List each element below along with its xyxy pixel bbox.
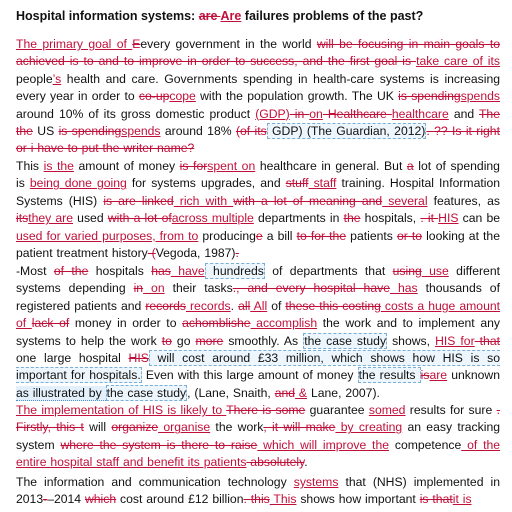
deleted-text: absolutely (246, 455, 305, 470)
deleted-text: will be focusing in main goals to achieved is to and to improve in order to success, and the first goal is (16, 37, 500, 69)
commented-text[interactable]: will cost around £33 million, which shows how HIS is so important for hospitals. (16, 351, 500, 383)
inserted-text: have (170, 264, 205, 278)
deleted-text: is are linked (103, 193, 174, 208)
body-text: unknown (447, 368, 500, 383)
commented-text[interactable]: GDP) (The Guardian, 2012) (267, 124, 426, 139)
body-text: one large hospital (16, 351, 129, 366)
inserted-text: of the entire hospital staff and benefit its patients (16, 437, 501, 470)
body-text: . As (276, 333, 304, 348)
deleted-text: a (406, 159, 414, 173)
body-text: go (171, 333, 196, 348)
body-text: . (304, 455, 308, 470)
inserted-text: cope (169, 89, 196, 104)
inserted-text: ’s (52, 71, 62, 86)
deleted-text: (of its (235, 124, 267, 139)
body-text: cost around £12 billion (116, 492, 244, 507)
deleted-text: that (474, 333, 500, 348)
body-text: health and care. Governments spending in health-care systems is increasing every year in order to (16, 71, 500, 104)
deleted-text: There is some (226, 403, 306, 417)
deleted-text: The the (16, 106, 500, 139)
deleted-text: , it will make (263, 420, 336, 435)
deleted-text: in (133, 281, 144, 296)
body-text: . (230, 298, 239, 313)
paragraph-4 (16, 402, 500, 472)
commented-text[interactable]: the results (358, 368, 420, 383)
inserted-text: (GDP) (255, 106, 290, 121)
body-text: This (16, 159, 44, 173)
inserted-text: used for varied purposes, from to (16, 228, 199, 243)
deleted-text: is spending (398, 89, 461, 104)
inserted-text: & (295, 385, 308, 400)
body-text: will (83, 420, 112, 435)
inserted-text: accomplish (250, 316, 318, 331)
inserted-text: several (382, 193, 428, 208)
body-text: with the population growth. The UK (195, 89, 399, 104)
inserted-text: on (143, 281, 165, 296)
commented-text[interactable]: hundreds (205, 264, 264, 278)
deleted-text: with a lot of meaning and (233, 193, 383, 208)
deleted-text: or to (396, 228, 423, 243)
deleted-text: Firstly, this t (16, 420, 84, 435)
deleted-text: of the (53, 264, 89, 278)
inserted-text: organise (158, 420, 211, 435)
body-text: amount of money (73, 159, 180, 173)
document-title (16, 9, 506, 23)
body-text: around 18% (160, 124, 236, 139)
body-text: the work (210, 420, 264, 435)
body-text: hospitals, (360, 211, 421, 226)
body-text: -Most (16, 264, 54, 278)
inserted-text: they are (28, 211, 74, 226)
deleted-text: . (235, 246, 239, 261)
deleted-text: in (289, 106, 310, 121)
deleted-text: records (145, 298, 186, 313)
inserted-text: healthcare (391, 106, 449, 121)
inserted-text: records (185, 298, 231, 313)
body-text: of departments that (264, 264, 393, 278)
body-text: different systems depending (16, 264, 500, 296)
body-text: of (267, 298, 286, 313)
body-text: Lane (307, 385, 339, 400)
body-text: every government in the world (140, 37, 317, 51)
body-text: Vegoda, 1987) (155, 246, 236, 261)
body-text: an easy tracking system (16, 420, 500, 452)
inserted-text: take care of its (416, 54, 500, 69)
title-text: failures problems of the past? (241, 9, 424, 23)
body-text: results for sure (405, 403, 497, 417)
deleted-text: its (16, 211, 29, 226)
deleted-text: and (274, 385, 296, 400)
deleted-text: ., and every hospital (232, 281, 364, 296)
deleted-text: . (243, 492, 251, 507)
deleted-text: organize (111, 420, 159, 435)
deleted-text: achomblishe (182, 316, 251, 331)
body-text: departments in (253, 211, 344, 226)
deleted-text: e (255, 228, 263, 243)
deleted-text: E (132, 37, 141, 51)
deleted-text: have (363, 281, 390, 296)
inserted-text: HIS (438, 211, 459, 226)
inserted-text: The implementation of HIS is likely to (16, 403, 227, 417)
body-text: thousands of registered patients and (16, 281, 500, 313)
body-text: that (NHS) implemented in 2013 (16, 475, 501, 507)
body-text: their tasks (164, 281, 233, 296)
paragraph-1 (16, 36, 500, 158)
deleted-text: ( (147, 246, 156, 261)
body-text: the work and to implement any systems to help the work (16, 316, 500, 348)
deleted-text: stuff (285, 176, 309, 191)
deleted-text: which (84, 492, 117, 507)
deleted-text: are (198, 9, 221, 23)
deleted-text: where the system is there to raise (60, 437, 258, 452)
inserted-text: spends (121, 124, 161, 139)
inserted-text: which will improve the (257, 437, 390, 452)
inserted-text: on (309, 106, 323, 121)
inserted-text: systems (293, 475, 339, 489)
deleted-text: lack of (31, 316, 70, 331)
deleted-text: Healthcare (322, 106, 392, 121)
body-text: at the patient treatment history (16, 228, 500, 261)
commented-text[interactable]: the case study (304, 333, 387, 348)
body-text: training. Hospital Information Systems (HIS) (16, 176, 501, 208)
body-text: smoothly (223, 333, 277, 348)
inserted-text: by creating (335, 420, 403, 435)
body-text: around 10% of its gross domestic product (16, 106, 256, 121)
deleted-text: more (195, 333, 224, 348)
inserted-text: across multiple (171, 211, 254, 226)
body-text: guarantee (305, 403, 369, 417)
deleted-comment-text: . ?? Is it right or i have to put the writer name? (16, 124, 500, 156)
deleted-text: these this costing (285, 298, 381, 313)
inserted-text: it is (452, 492, 472, 507)
body-text: and (448, 106, 479, 121)
deleted-text: is (420, 368, 430, 383)
inserted-text: being done going (29, 176, 127, 191)
body-text: producing (198, 228, 256, 243)
inserted-text: costs a huge amount of (16, 298, 501, 331)
deleted-text: is for (179, 159, 208, 173)
deleted-text: all (238, 298, 251, 313)
paragraph-5 (16, 474, 500, 509)
deleted-text: co-up (138, 89, 170, 104)
inserted-text: This (269, 492, 297, 507)
body-text: shows how important (296, 492, 420, 507)
body-text: competence (389, 437, 462, 452)
body-text: shows, (387, 333, 436, 348)
inserted-text: staff (308, 176, 337, 191)
deleted-text: has (151, 264, 171, 278)
body-text: a bill (262, 228, 297, 243)
inserted-text: has (389, 281, 418, 296)
inserted-text: HIS for (435, 333, 475, 348)
inserted-text: use (421, 264, 449, 278)
deleted-text: to for the (296, 228, 347, 243)
deleted-text: . it (420, 211, 439, 226)
body-text: for systems upgrades, and (126, 176, 286, 191)
body-text: US (32, 124, 59, 139)
body-text: used (73, 211, 108, 226)
deleted-text: with a lot of (107, 211, 172, 226)
body-text: lot of spending is (16, 159, 500, 191)
body-text: The information and communication technology (16, 475, 294, 489)
deleted-text: HIS (128, 351, 149, 366)
paragraph-2 (16, 158, 500, 262)
body-text: can be (458, 211, 501, 226)
body-text: hospitals (88, 264, 152, 278)
commented-text[interactable]: the case study (106, 385, 187, 400)
body-text: looking (422, 228, 465, 243)
deleted-text: the (343, 211, 361, 226)
body-text: Even with this large amount of money (141, 368, 358, 383)
inserted-text: rich with (173, 193, 234, 208)
deleted-text: using (392, 264, 422, 278)
body-text: people (16, 71, 53, 86)
deleted-text: is spending (58, 124, 122, 139)
body-text: patients (346, 228, 397, 243)
inserted-text: spends (460, 89, 500, 104)
inserted-text: The primary goal of (16, 37, 133, 51)
inserted-text: are (429, 368, 448, 383)
deleted-text: is that (419, 492, 453, 507)
deleted-text: - (43, 492, 48, 507)
inserted-text: Are (220, 9, 242, 23)
deleted-text: to (161, 333, 172, 348)
deleted-text: . (496, 403, 500, 417)
body-text: features, as (427, 193, 500, 208)
paragraph-3 (16, 263, 500, 402)
deleted-text: this (250, 492, 270, 507)
inserted-text: spent on (207, 159, 256, 173)
body-text: , (Lane, Snaith, (187, 385, 275, 400)
body-text: –2014 (47, 492, 85, 507)
body-text: , 2007). (338, 385, 380, 400)
body-text: money in order to (69, 316, 183, 331)
inserted-text: All (250, 298, 268, 313)
title-text: Hospital information systems: (16, 9, 199, 23)
inserted-text: somed (368, 403, 406, 417)
commented-text[interactable]: as illustrated by (16, 385, 106, 400)
body-text: healthcare in general. But (255, 159, 407, 173)
inserted-text: is the (43, 159, 74, 173)
